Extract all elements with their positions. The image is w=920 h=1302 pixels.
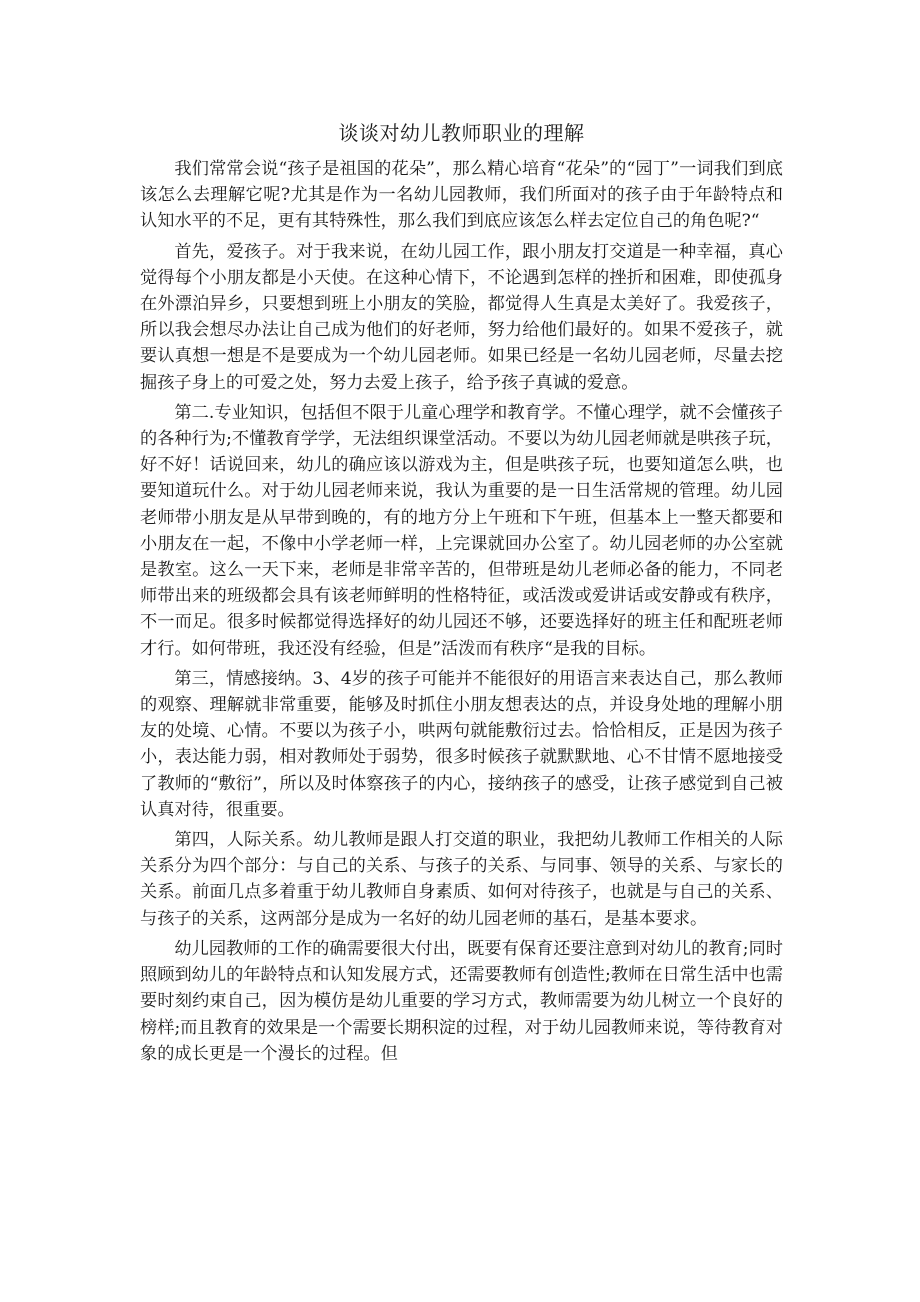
paragraph-intro: 我们常常会说“孩子是祖国的花朵”，那么精心培育“花朵”的“园丁”一词我们到底该怎么去理解它呢?尤其是作为一名幼儿园教师，我们所面对的孩子由于年龄特点和认知水平的不足，更有其特殊性，那么我们到底应该怎么样去定位自己的角色呢?“ xyxy=(140,159,783,232)
paragraph-conclusion: 幼儿园教师的工作的确需要很大付出，既要有保育还要注意到对幼儿的教育;同时照顾到幼儿的年龄特点和认知发展方式，还需要教师有创造性;教师在日常生活中也需要时刻约束自己，因为模仿是幼儿重要的学习方式，教师需要为幼儿树立一个良好的榜样;而且教育的效果是一个需要长期积淀的过程，对于幼儿园教师来说，等待教育对象的成长更是一个漫长的过程。但 xyxy=(140,938,783,1064)
paragraph-third-point: 第三，情感接纳。3、4岁的孩子可能并不能很好的用语言来表达自己，那么教师的观察、理解就非常重要，能够及时抓住小朋友想表达的点，并设身处地的理解小朋友的处境、心情。不要以为孩子小，哄两句就能敷衍过去。恰恰相反，正是因为孩子小，表达能力弱，相对教师处于弱势，很多时候孩子就默默地、心不甘情不愿地接受了教师的“敷衍”，所以及时体察孩子的内心，接纳孩子的感受，让孩子感觉到自己被认真对待，很重要。 xyxy=(140,668,783,820)
document-page xyxy=(140,118,783,1071)
paragraph-second-point: 第二.专业知识，包括但不限于儿童心理学和教育学。不懂心理学，就不会懂孩子的各种行为;不懂教育学学，无法组织课堂活动。不要以为幼儿园老师就是哄孩子玩，好不好！话说回来，幼儿的确应该以游戏为主，但是哄孩子玩，也要知道怎么哄，也要知道玩什么。对于幼儿园老师来说，我认为重要的是一日生活常规的管理。幼儿园老师带小朋友是从早带到晚的，有的地方分上午班和下午班，但基本上一整天都要和小朋友在一起，不像中小学老师一样，上完课就回办公室了。幼儿园老师的办公室就是教室。这么一天下来，老师是非常辛苦的，但带班是幼儿老师必备的能力，不同老师带出来的班级都会具有该老师鲜明的性格特征，或活泼或爱讲话或安静或有秩序，不一而足。很多时候都觉得选择好的幼儿园还不够，还要选择好的班主任和配班老师才行。如何带班，我还没有经验，但是”活泼而有秩序“是我的目标。 xyxy=(140,402,783,659)
paragraph-fourth-point: 第四，人际关系。幼儿教师是跟人打交道的职业，我把幼儿教师工作相关的人际关系分为四个部分：与自己的关系、与孩子的关系、与同事、领导的关系、与家长的关系。前面几点多着重于幼儿教师自身素质、如何对待孩子，也就是与自己的关系、与孩子的关系，这两部分是成为一名好的幼儿园老师的基石，是基本要求。 xyxy=(140,830,783,929)
paragraph-first-point: 首先，爱孩子。对于我来说，在幼儿园工作，跟小朋友打交道是一种幸福，真心觉得每个小朋友都是小天使。在这种心情下，不论遇到怎样的挫折和困难，即使孤身在外漂泊异乡，只要想到班上小朋友的笑脸，都觉得人生真是太美好了。我爱孩子，所以我会想尽办法让自己成为他们的好老师，努力给他们最好的。如果不爱孩子，就要认真想一想是不是要成为一个幼儿园老师。如果已经是一名幼儿园老师，尽量去挖掘孩子身上的可爱之处，努力去爱上孩子，给予孩子真诚的爱意。 xyxy=(140,241,783,393)
document-title: 谈谈对幼儿教师职业的理解 xyxy=(338,121,585,145)
